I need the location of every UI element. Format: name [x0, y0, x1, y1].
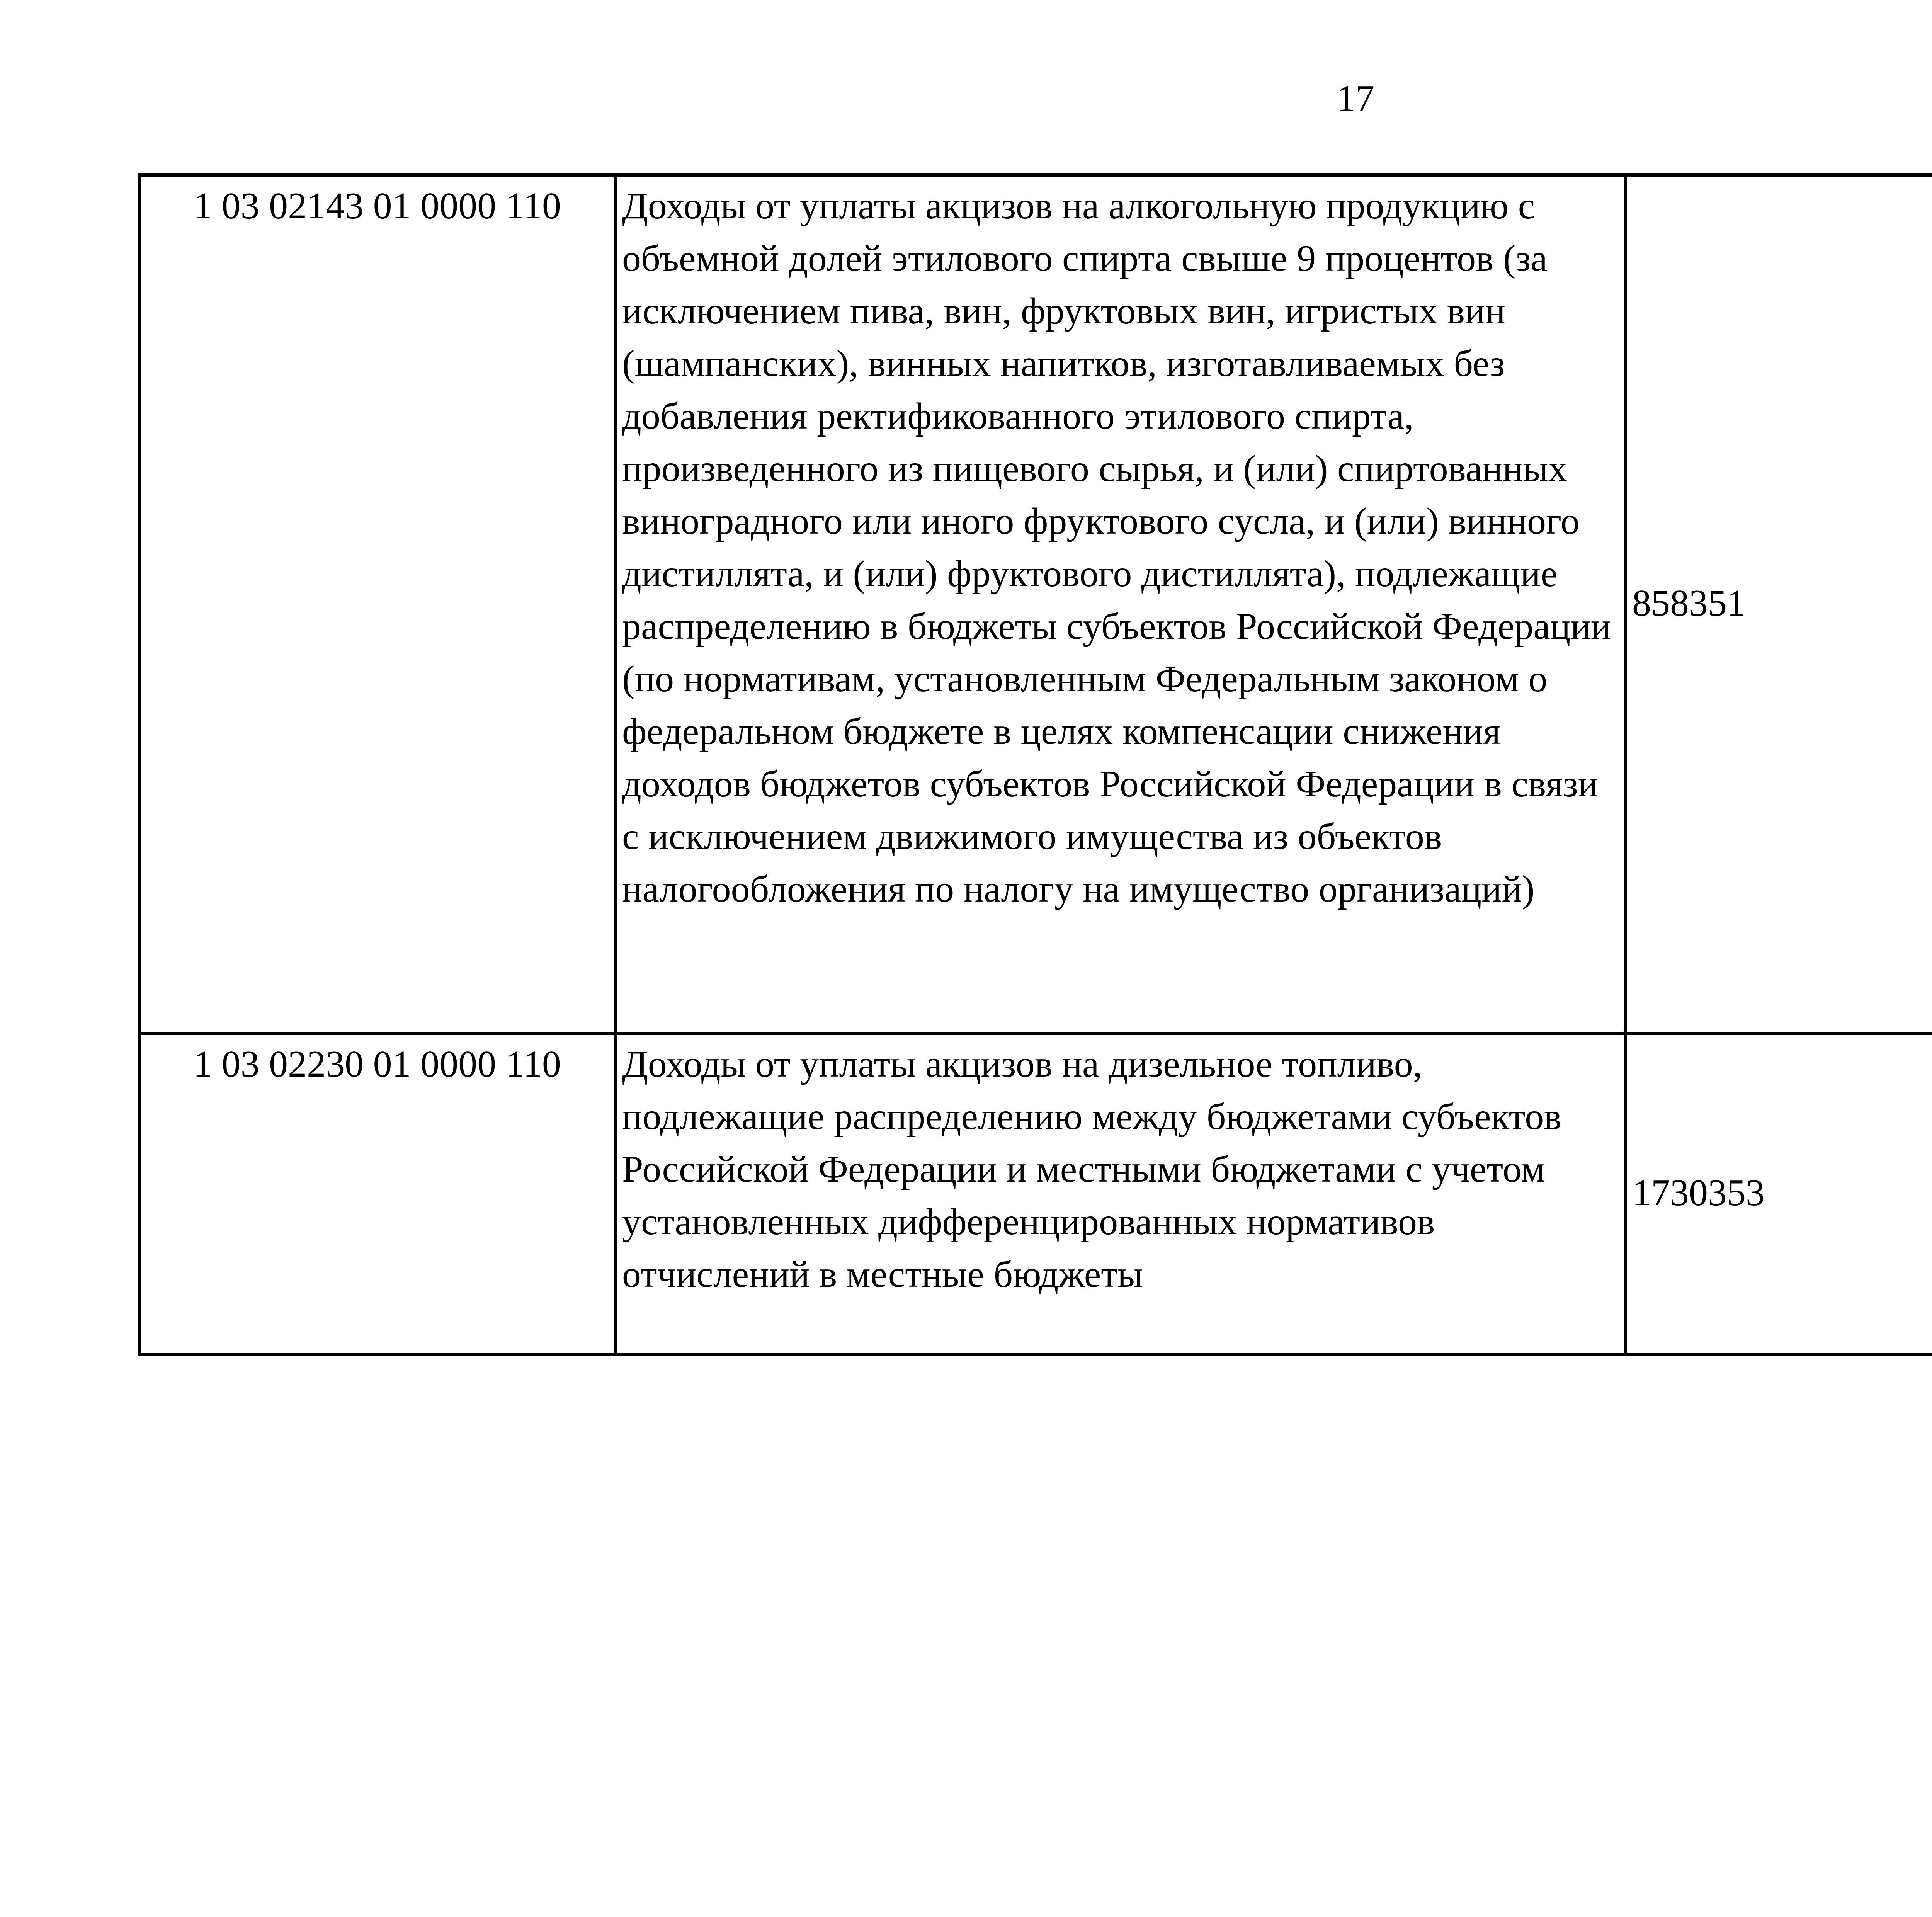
table-row [139, 175, 1932, 1033]
budget-code-cell: 1 03 02230 01 0000 110 [139, 1033, 615, 1355]
description-cell: Доходы от уплаты акцизов на дизельное топливо, подлежащие распределению между бюджетами субъектов Российской Федерации и местными бюджетами с учетом установленных дифференцированных нормативов отчислений в местные бюджеты [615, 1033, 1625, 1355]
amount-cell-1: 1730353 [1625, 1033, 1932, 1355]
page-number: 17 [1337, 78, 1374, 119]
amount-cell-1: 858351 [1625, 175, 1932, 1033]
description-cell: Доходы от уплаты акцизов на алкогольную продукцию с объемной долей этилового спирта свыше 9 процентов (за исключением пива, вин, фруктовых вин, игристых вин (шампанских), винных напитков, изготавливаемых без добавления ректификованного этилового спирта, произведенного из пищевого сырья, и (или) спиртованных виноградного или иного фруктового сусла, и (или) винного дистиллята, и (или) фруктового дистиллята), подлежащие распределению в бюджеты субъектов Российской Федерации (по нормативам, установленным Федеральным законом о федеральном бюджете в целях компенсации снижения доходов бюджетов субъектов Российской Федерации в связи с исключением движимого имущества из объектов налогообложения по налогу на имущество организаций) [615, 175, 1625, 1033]
revenue-table [138, 173, 1932, 1356]
table-row [139, 1033, 1932, 1355]
budget-code-cell: 1 03 02143 01 0000 110 [139, 175, 615, 1033]
